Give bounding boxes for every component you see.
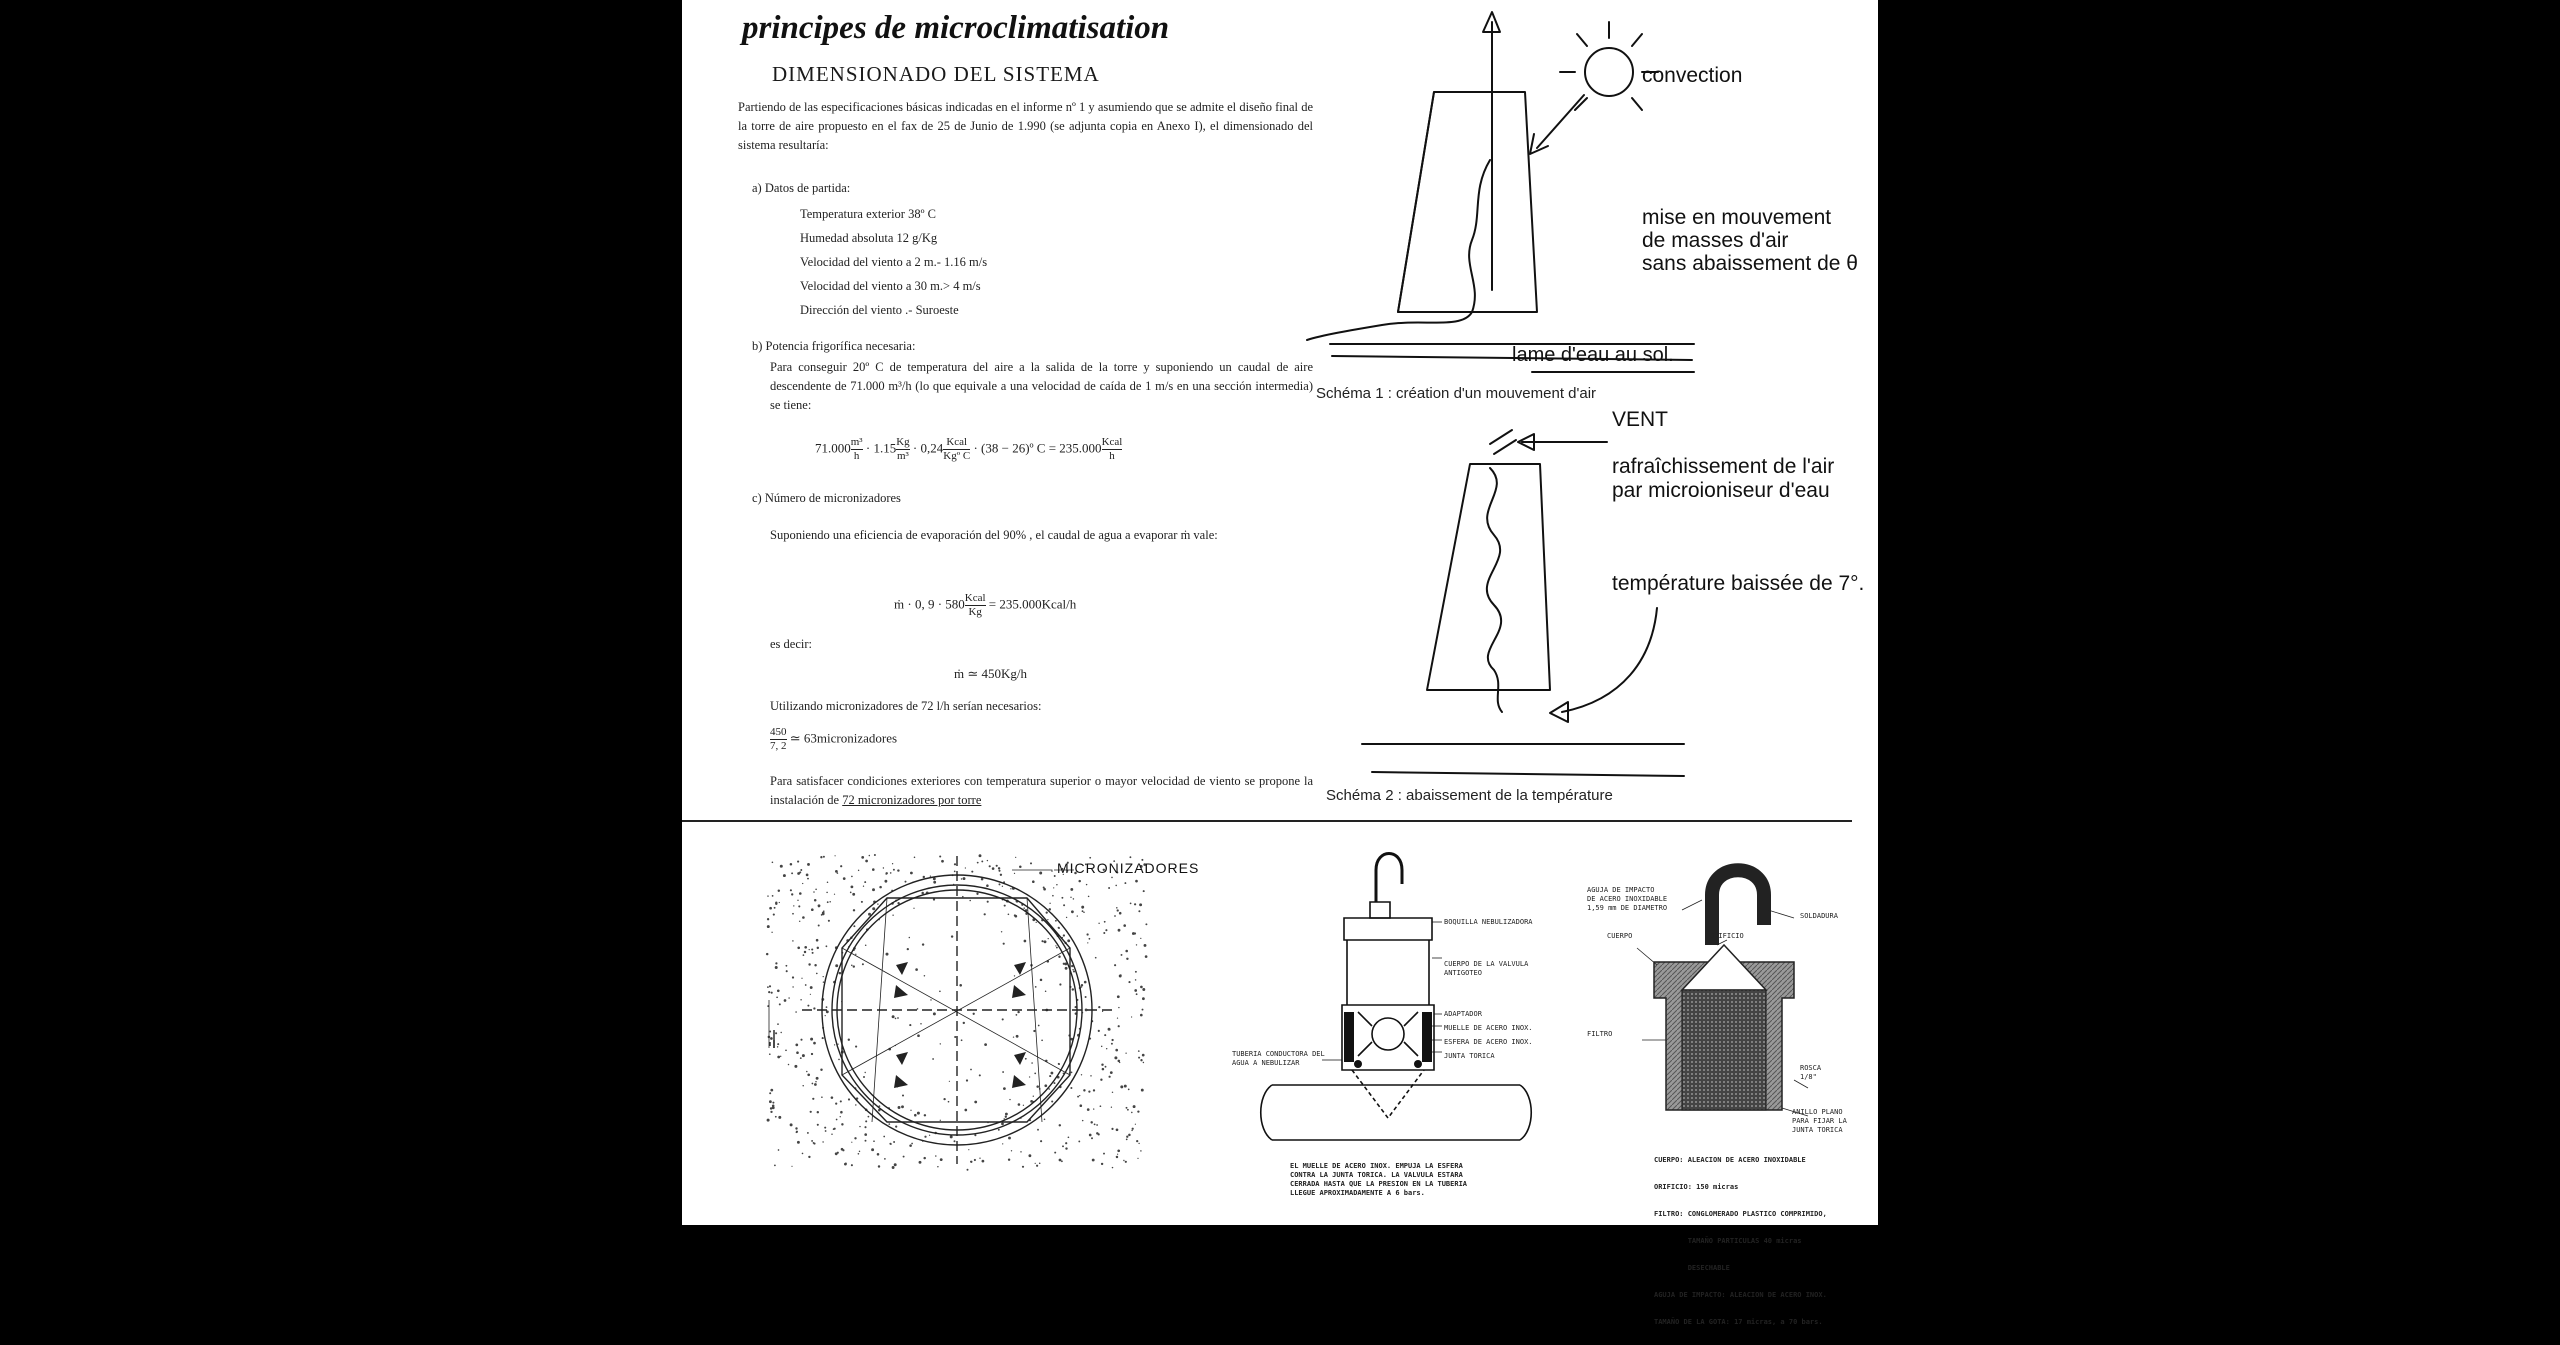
impact-nozzle-drawing <box>682 0 1878 1225</box>
nozzle-label-junta: JUNTA TORICA <box>1444 1052 1495 1060</box>
air-movement-label: mise en mouvement de masses d'air sans abaissement de θ <box>1642 206 1858 275</box>
page-title: principes de microclimatisation <box>742 10 1170 46</box>
schema1-caption: Schéma 1 : création d'un mouvement d'air <box>1316 385 1597 402</box>
section-c-heading: c) Número de micronizadores <box>752 491 901 505</box>
water-flow-formula: ṁ · 0, 9 · 580 $\frac{\text{Kcal}}{Kg}$ = 235.000Kcal/h <box>894 592 1077 618</box>
detail-label-aguja: AGUJA DE IMPACTO DE ACERO INOXIDABLE 1,59 mm DE DIAMETRO <box>1587 886 1668 912</box>
document-page <box>682 0 1878 1326</box>
section-title: DIMENSIONADO DEL SISTEMA <box>772 62 1100 86</box>
detail-label-filtro: FILTRO <box>1587 1030 1613 1038</box>
section-c-text2: Utilizando micronizadores de 72 l/h serían necesarios: <box>770 699 1042 713</box>
nozzle-label-esfera: ESFERA DE ACERO INOX. <box>1444 1038 1533 1046</box>
data-item: Temperatura exterior 38º C <box>800 207 936 221</box>
data-item: Velocidad del viento a 2 m.- 1.16 m/s <box>800 255 988 269</box>
section-b-text: Para conseguir 20º C de temperatura del aire a la salida de la torre y suponiendo un caudal de aire descendente de 71.000 m³/h (lo que equivale a una velocidad de caída de 1 m/s en una sección intermedia) se tiene: <box>770 360 1313 412</box>
nozzle-label-muelle: MUELLE DE ACERO INOX. <box>1444 1024 1533 1032</box>
detail-label-anillo: ANILLO PLANO PARA FIJAR LA JUNTA TORICA <box>1792 1108 1847 1134</box>
detail-caption: CUERPO: ALEACION DE ACERO INOXIDABLE ORIFICIO: 150 micras FILTRO: CONGLOMERADO PLASTICO COMPRIMIDO, TAMAÑO PARTICULAS 40 micras DESECHABLE AGUJA DE IMPACTO: ALEACION DE ACERO INOX. TAMAÑO DE LA GOTA: 17 micras, a 70 bars. <box>1654 1156 1827 1326</box>
cooling-power-formula: 71.000 $\frac{\text{m³}}{h}$ · 1.15 $\frac{Kg}{\text{m³}}$ · 0,24 $\frac{\text{Kcal}}{\text{Kgº C}}$ · (38 − 26)º C = 235.000 $\frac{\text{Kcal}}{h}$ <box>815 436 1123 462</box>
nozzle-label-tuberia: TUBERIA CONDUCTORA DEL AGUA A NEBULIZAR <box>1232 1050 1325 1067</box>
es-decir-text: es decir: <box>770 637 812 651</box>
data-item: Dirección del viento .- Suroeste <box>800 303 959 317</box>
data-item: Velocidad del viento a 30 m.> 4 m/s <box>800 279 981 293</box>
detail-label-orificio: ORIFICIO <box>1710 932 1744 940</box>
water-layer-label: lame d'eau au sol. <box>1512 344 1674 366</box>
convection-label: convection <box>1642 64 1743 87</box>
detail-label-rosca: ROSCA 1/8" <box>1800 1064 1822 1081</box>
section-c-text3: Para satisfacer condiciones exteriores con temperatura superior o mayor velocidad de viento se propone la instalación de 72 micronizadores por torre <box>770 774 1313 807</box>
nozzle-label-adaptador: ADAPTADOR <box>1444 1010 1482 1018</box>
wind-label: VENT <box>1612 408 1669 431</box>
section-a-heading: a) Datos de partida: <box>752 181 851 195</box>
nozzle-label-boquilla: BOQUILLA NEBULIZADORA <box>1444 918 1533 926</box>
schema2-caption: Schéma 2 : abaissement de la température <box>1326 787 1613 804</box>
section-c-text1: Suponiendo una eficiencia de evaporación del 90% , el caudal de agua a evaporar ṁ vale: <box>770 528 1218 542</box>
intro-paragraph: Partiendo de las especificaciones básicas indicadas en el informe nº 1 y asumiendo que se admite el diseño final de la torre de aire propuesto en el fax de 25 de Junio de 1.990 (se adjunta copia en Anexo I), el dimensionado del sistema resultaría: <box>738 100 1313 152</box>
nozzle-caption: EL MUELLE DE ACERO INOX. EMPUJA LA ESFERA CONTRA LA JUNTA TORICA. LA VALVULA ESTARA CERRADA HASTA QUE LA PRESION EN LA TUBERIA LLEGUE APROXIMADAMENTE A 6 bars. <box>1290 1162 1468 1197</box>
data-item: Humedad absoluta 12 g/Kg <box>800 231 938 245</box>
nozzle-label-cuerpo: CUERPO DE LA VALVULA ANTIGOTEO <box>1444 960 1529 977</box>
detail-label-cuerpo: CUERPO <box>1607 932 1633 940</box>
section-b-heading: b) Potencia frigorífica necesaria: <box>752 339 916 353</box>
detail-label-soldadura: SOLDADURA <box>1800 912 1838 920</box>
nozzle-count-formula: $\frac{450}{7, 2}$ ≃ 63micronizadores <box>770 726 898 752</box>
temperature-label: température baissée de 7°. <box>1612 572 1865 595</box>
micronizadores-label: MICRONIZADORES <box>1057 860 1200 876</box>
water-flow-result: ṁ ≃ 450Kg/h <box>954 666 1028 681</box>
cooling-label: rafraîchissement de l'air par microioniseur d'eau <box>1612 455 1835 502</box>
